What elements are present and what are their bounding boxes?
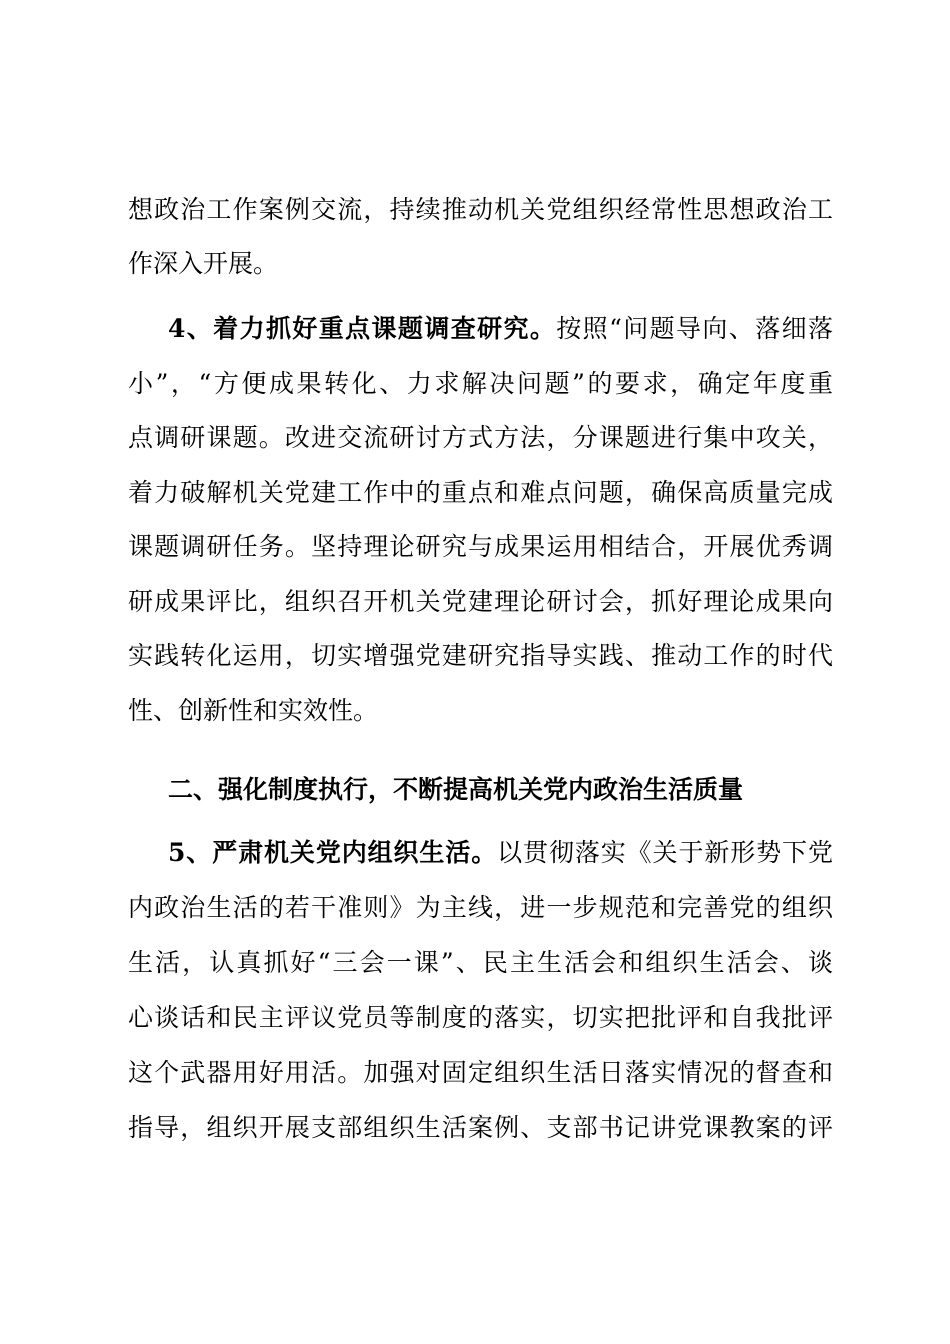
paragraph-line: 点调研课题。改进交流研讨方式方法，分课题进行集中攻关， xyxy=(128,423,833,452)
paragraph-line: 生活，认真抓好“三会一课”、民主生活会和组织生活会、谈 xyxy=(128,948,833,977)
paragraph-line: 想政治工作案例交流，持续推动机关党组织经常性思想政治工 xyxy=(128,195,833,224)
item-heading: 4、着力抓好重点课题调查研究。 xyxy=(168,314,557,343)
paragraph-line: 小”，“方便成果转化、力求解决问题”的要求，确定年度重 xyxy=(128,369,833,398)
paragraph-line: 研成果评比，组织召开机关党建理论研讨会，抓好理论成果向 xyxy=(128,587,833,616)
paragraph-line xyxy=(168,840,833,866)
paragraph-line: 作深入开展。 xyxy=(128,249,279,278)
item-heading: 5、严肃机关党内组织生活。 xyxy=(168,838,498,867)
paragraph-line: 指导，组织开展支部组织生活案例、支部书记讲党课教案的评 xyxy=(128,1113,833,1142)
paragraph-text: 按照“问题导向、落细落 xyxy=(556,314,833,343)
paragraph-line: 内政治生活的若干准则》为主线，进一步规范和完善党的组织 xyxy=(128,893,833,922)
paragraph-line: 心谈话和民主评议党员等制度的落实，切实把批评和自我批评 xyxy=(128,1003,833,1032)
paragraph-text: 以贯彻落实《关于新形势下党 xyxy=(497,838,833,867)
paragraph-line xyxy=(168,316,833,342)
paragraph-line: 这个武器用好用活。加强对固定组织生活日落实情况的督查和 xyxy=(128,1058,833,1087)
section-heading: 二、强化制度执行，不断提高机关党内政治生活质量 xyxy=(168,775,744,804)
paragraph-line: 课题调研任务。坚持理论研究与成果运用相结合，开展优秀调 xyxy=(128,532,833,561)
paragraph-line: 实践转化运用，切实增强党建研究指导实践、推动工作的时代 xyxy=(128,641,833,670)
paragraph-line: 着力破解机关党建工作中的重点和难点问题，确保高质量完成 xyxy=(128,478,833,507)
paragraph-line: 性、创新性和实效性。 xyxy=(128,696,379,725)
